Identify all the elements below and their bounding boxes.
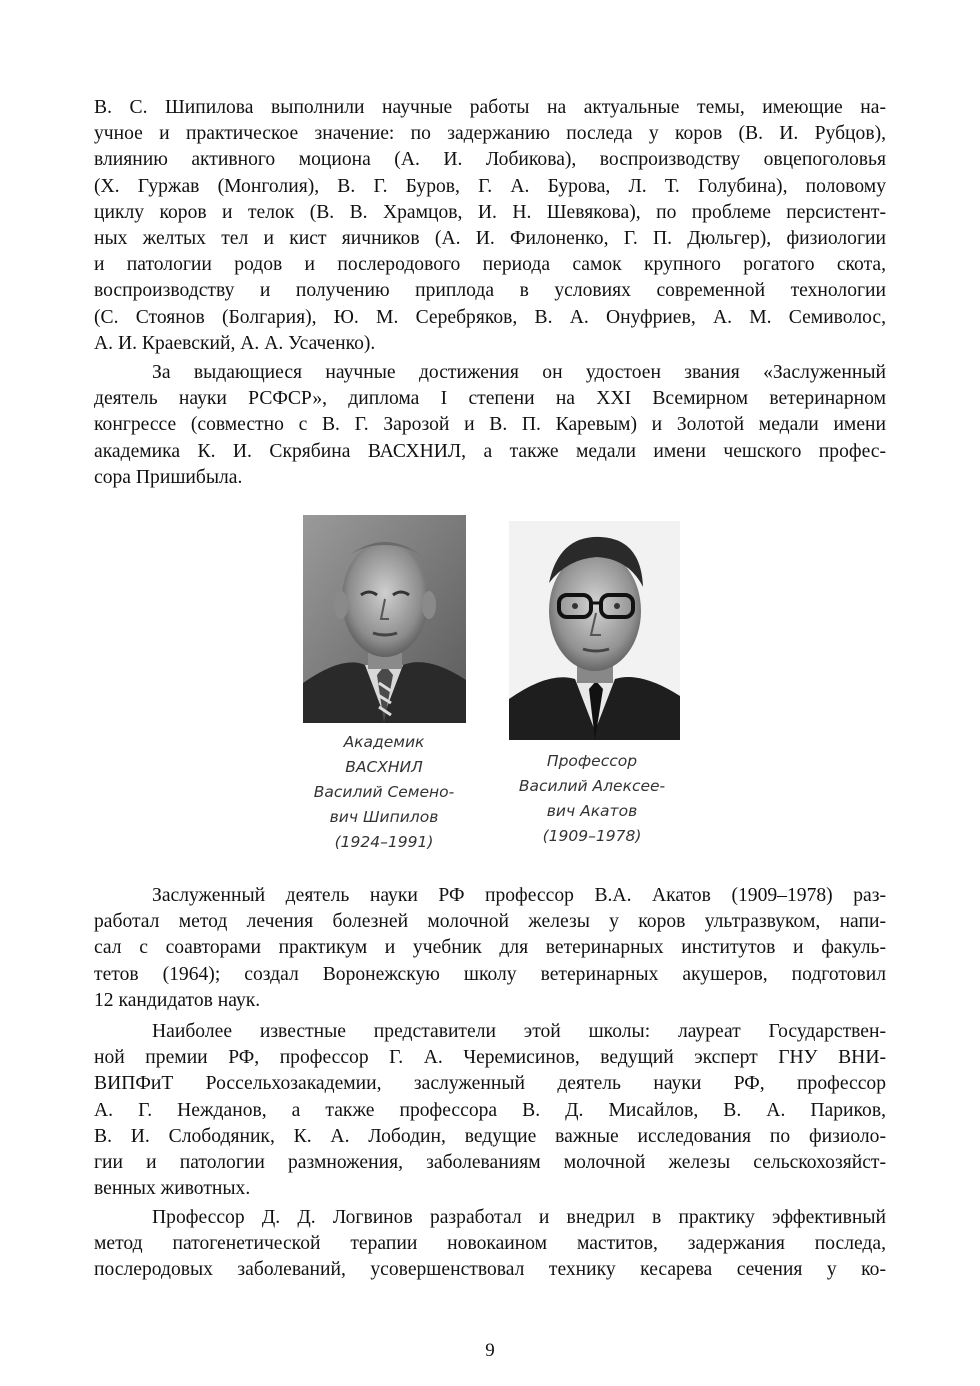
portrait-akatov-image: [509, 521, 680, 740]
text-line: А. И. Краевский, А. А. Усаченко).: [94, 332, 376, 354]
text-line: и патологии родов и послеродового периода самок крупного рогатого скота,: [94, 254, 886, 276]
text-line: деятель науки РСФСР», диплома I степени на XXI Всемирном ветеринарном: [94, 388, 886, 410]
caption-line: ВАСХНИЛ: [345, 758, 423, 776]
text-line: Профессор Д. Д. Логвинов разработал и внедрил в практику эффективный: [152, 1207, 886, 1228]
text-line: работал метод лечения болезней молочной железы у коров ультразвуком, напи-: [94, 911, 886, 933]
text-line: воспроизводству и получению приплода в условиях современной технологии: [94, 280, 886, 302]
text-line: (С. Стоянов (Болгария), Ю. М. Серебряков, В. А. Онуфриев, А. М. Семиволос,: [94, 306, 886, 328]
text-line: ных желтых тел и кист яичников (А. И. Филоненко, Г. П. Дюльгер), физиологии: [94, 228, 886, 250]
caption-akatov: [494, 749, 690, 849]
text-line: метод патогенетической терапии новокаином маститов, задержания последа,: [94, 1233, 886, 1255]
paragraph-akatov: [94, 883, 886, 1014]
caption-line: (1924–1991): [334, 833, 434, 851]
text-line: В. С. Шипилова выполнили научные работы на актуальные темы, имеющие на-: [94, 97, 886, 118]
text-line: конгрессе (совместно с В. Г. Зарозой и В. П. Каревым) и Золотой медали имени: [94, 414, 886, 436]
page-number: 9: [485, 1340, 495, 1361]
paragraph-awards: [94, 360, 886, 491]
text-line: послеродовых заболеваний, усовершенствовал технику кесарева сечения у ко-: [94, 1259, 886, 1281]
paragraph-students-works: [94, 95, 886, 357]
text-line: Заслуженный деятель науки РФ профессор В.А. Акатов (1909–1978) раз-: [152, 885, 886, 906]
caption-shipilov: [294, 730, 474, 855]
caption-line: Академик: [343, 733, 425, 751]
text-line: За выдающиеся научные достижения он удостоен звания «Заслуженный: [152, 362, 886, 383]
text-line: А. Г. Нежданов, а также профессора В. Д. Мисайлов, В. А. Париков,: [94, 1099, 886, 1121]
caption-line: Василий Семено-: [313, 783, 455, 801]
paragraph-voronezh-school: [94, 1019, 886, 1202]
caption-line: вич Акатов: [546, 802, 638, 820]
text-line: гии и патологии размножения, заболеваниям молочной железы сельскохозяйст-: [94, 1152, 886, 1174]
text-line: Наиболее известные представители этой школы: лауреат Государствен-: [152, 1021, 886, 1042]
text-line: (Х. Гуржав (Монголия), В. Г. Буров, Г. А. Бурова, Л. Т. Голубина), половому: [94, 175, 886, 197]
text-line: влиянию активного моциона (А. И. Лобикова), воспроизводству овцепоголовья: [94, 149, 886, 171]
caption-line: Василий Алексее-: [518, 777, 666, 795]
portrait-shipilov: [303, 515, 466, 723]
portrait-akatov: [509, 521, 680, 740]
text-line: 12 кандидатов наук.: [94, 989, 261, 1011]
caption-line: (1909–1978): [542, 827, 642, 845]
text-line: ной премии РФ, профессор Г. А. Черемисинов, ведущий эксперт ГНУ ВНИ-: [94, 1047, 886, 1069]
text-line: учное и практическое значение: по задержанию последа у коров (В. И. Рубцов),: [94, 123, 886, 145]
text-line: В. И. Слободяник, К. А. Лободин, ведущие важные исследования по физиоло-: [94, 1125, 886, 1147]
text-line: ВИПФиТ Россельхозакадемии, заслуженный деятель науки РФ, профессор: [94, 1073, 886, 1095]
portrait-shipilov-image: [303, 515, 466, 723]
paragraph-logvinov: [94, 1205, 886, 1284]
text-line: академика К. И. Скрябина ВАСХНИЛ, а также медали имени чешского профес-: [94, 440, 886, 462]
text-line: сора Пришибыла.: [94, 466, 243, 488]
caption-line: Профессор: [546, 752, 638, 770]
text-line: циклу коров и телок (В. В. Храмцов, И. Н. Шевякова), по проблеме персистент-: [94, 201, 886, 223]
text-line: венных животных.: [94, 1178, 251, 1200]
text-line: сал с соавторами практикум и учебник для ветеринарных институтов и факуль-: [94, 937, 886, 959]
text-line: тетов (1964); создал Воронежскую школу ветеринарных акушеров, подготовил: [94, 963, 886, 985]
caption-line: вич Шипилов: [329, 808, 439, 826]
